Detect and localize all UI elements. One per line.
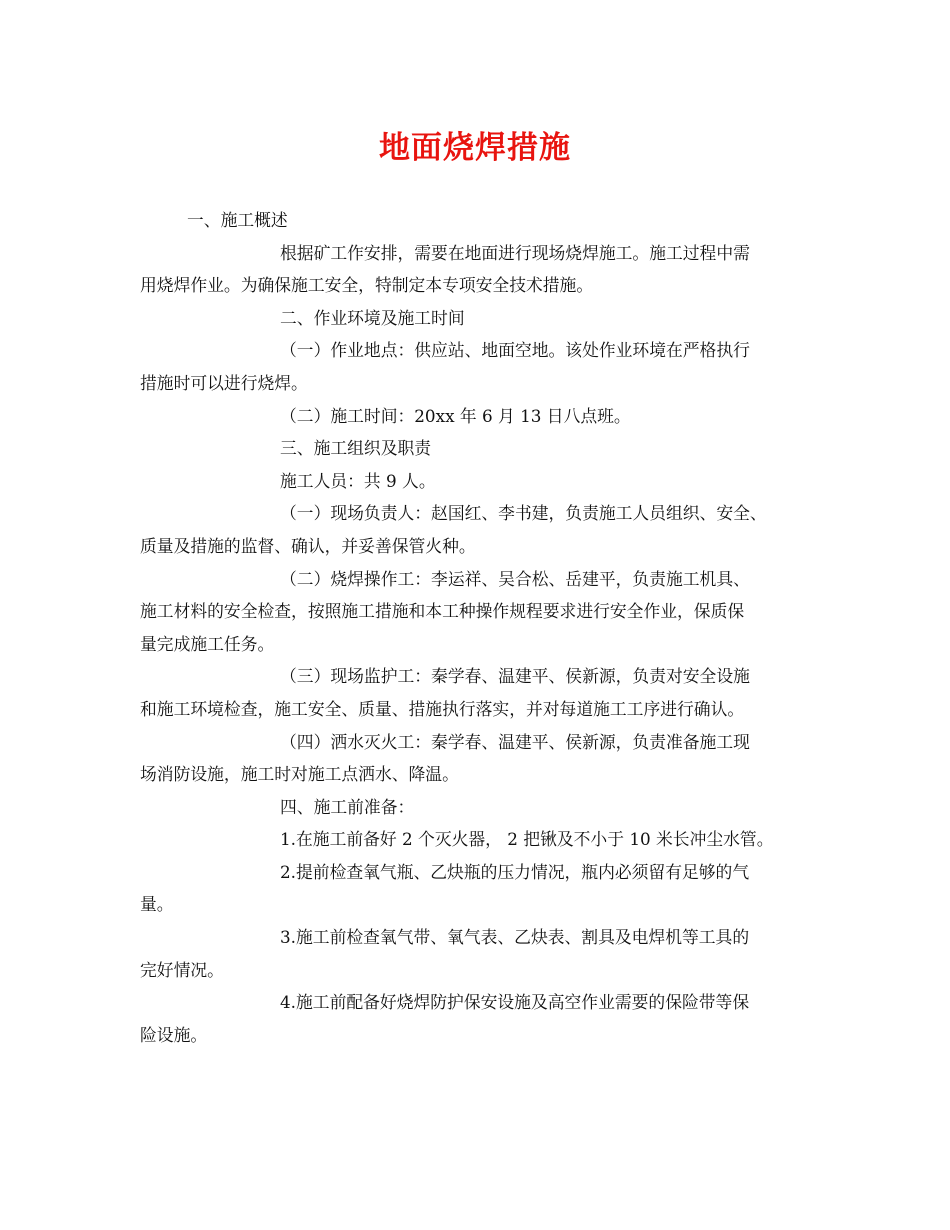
paragraph-line: 场消防设施，施工时对施工点洒水、降温。 — [140, 764, 459, 785]
list-item: 1.在施工前备好 2 个灭火器， 2 把锹及不小于 10 米长冲尘水管。 — [280, 829, 774, 850]
paragraph-line: 施工材料的安全检查，按照施工措施和本工种操作规程要求进行安全作业，保质保 — [140, 601, 745, 622]
paragraph-line: （二）施工时间：20xx 年 6 月 13 日八点班。 — [280, 405, 631, 426]
paragraph-line: 质量及措施的监督、确认，并妥善保管火种。 — [140, 535, 476, 556]
paragraph-line: 用烧焊作业。为确保施工安全，特制定本专项安全技术措施。 — [140, 275, 594, 296]
paragraph-line: 根据矿工作安排，需要在地面进行现场烧焊施工。施工过程中需 — [280, 242, 750, 263]
list-item: 2.提前检查氧气瓶、乙炔瓶的压力情况，瓶内必须留有足够的气 — [280, 861, 750, 882]
paragraph-line: （一）作业地点：供应站、地面空地。该处作业环境在严格执行 — [280, 340, 750, 361]
list-item: 3.施工前检查氧气带、氧气表、乙炔表、割具及电焊机等工具的 — [280, 927, 750, 948]
paragraph-line: （四）洒水灭火工：秦学春、温建平、侯新源，负责准备施工现 — [280, 731, 750, 752]
paragraph-line: （二）烧焊操作工：李运祥、吴合松、岳建平，负责施工机具、 — [280, 568, 750, 589]
section-heading: 四、施工前准备： — [280, 796, 415, 817]
paragraph-line: 施工人员：共 9 人。 — [280, 470, 436, 491]
list-item-continuation: 险设施。 — [140, 1024, 208, 1045]
section-heading: 二、作业环境及施工时间 — [280, 307, 465, 328]
section-heading: 三、施工组织及职责 — [280, 438, 432, 459]
document-body — [140, 204, 830, 1051]
paragraph-line: 措施时可以进行烧焊。 — [140, 372, 308, 393]
document-title: 地面烧焊措施 — [379, 130, 571, 166]
paragraph-line: （三）现场监护工：秦学春、温建平、侯新源，负责对安全设施 — [280, 666, 750, 687]
paragraph-line: （一）现场负责人：赵国红、李书建，负责施工人员组织、安全、 — [280, 503, 767, 524]
list-item: 4.施工前配备好烧焊防护保安设施及高空作业需要的保险带等保 — [280, 992, 750, 1013]
list-item-continuation: 完好情况。 — [140, 959, 224, 980]
list-item-continuation: 量。 — [140, 894, 174, 915]
paragraph-line: 和施工环境检查，施工安全、质量、措施执行落实，并对每道施工工序进行确认。 — [140, 698, 745, 719]
section-heading: 一、施工概述 — [187, 210, 288, 230]
paragraph-line: 量完成施工任务。 — [140, 633, 275, 654]
